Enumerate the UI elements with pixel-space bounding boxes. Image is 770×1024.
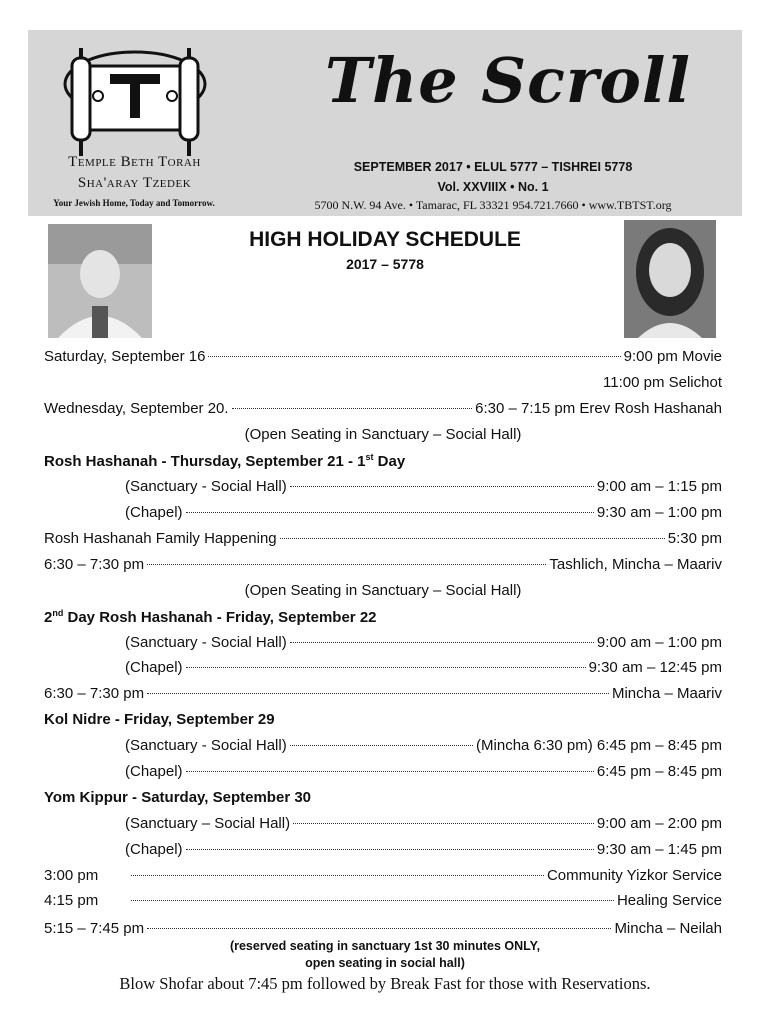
seating-note-line1: (reserved seating in sanctuary 1st 30 minutes ONLY,: [229, 939, 541, 953]
schedule-row: (Sanctuary – Social Hall) 9:00 am – 2:00 pm: [125, 815, 722, 832]
org-name-line1: Temple Beth Torah: [68, 154, 201, 170]
newsletter-title: The Scroll: [325, 44, 691, 117]
schedule-row: (Chapel) 9:30 am – 12:45 pm: [125, 659, 722, 676]
footer-note: Blow Shofar about 7:45 pm followed by Break Fast for those with Reservations.: [119, 974, 651, 993]
schedule-row: Rosh Hashanah Family Happening 5:30 pm: [44, 530, 722, 547]
schedule-row: (Sanctuary - Social Hall) (Mincha 6:30 pm) 6:45 pm – 8:45 pm: [125, 737, 722, 754]
section-heading-second-day: 2nd Day Rosh Hashanah - Friday, September 22: [44, 608, 377, 626]
schedule-row: 5:15 – 7:45 pm Mincha – Neilah: [44, 920, 722, 937]
schedule-row: (Chapel) 9:30 am – 1:00 pm: [125, 504, 722, 521]
section-heading-kol-nidre: Kol Nidre - Friday, September 29: [44, 711, 275, 728]
schedule-note: (Open Seating in Sanctuary – Social Hall): [244, 426, 522, 443]
schedule-row: 6:30 – 7:30 pm Tashlich, Mincha – Maariv: [44, 556, 722, 573]
schedule-title: HIGH HOLIDAY SCHEDULE: [249, 228, 521, 251]
schedule-note: (Open Seating in Sanctuary – Social Hall): [244, 582, 522, 599]
schedule-row: Wednesday, September 20. 6:30 – 7:15 pm Erev Rosh Hashanah: [44, 400, 722, 417]
schedule-row: (Chapel) 6:45 pm – 8:45 pm: [125, 763, 722, 780]
schedule-row: (Chapel) 9:30 am – 1:45 pm: [125, 841, 722, 858]
cantor-photo: [624, 220, 716, 338]
section-heading-rosh-hashanah: Rosh Hashanah - Thursday, September 21 - 1st Day: [44, 452, 406, 470]
schedule-row: Saturday, September 16 9:00 pm Movie: [44, 348, 722, 365]
schedule-row: 11:00 pm Selichot: [603, 374, 722, 391]
torah-scroll-logo: [50, 44, 220, 160]
seating-note-line2: open seating in social hall): [305, 956, 465, 970]
section-heading-yom-kippur: Yom Kippur - Saturday, September 30: [44, 789, 312, 806]
schedule-row: (Sanctuary - Social Hall) 9:00 am – 1:15 pm: [125, 478, 722, 495]
rabbi-photo: [48, 224, 152, 338]
org-name-line2: Sha'aray Tzedek: [77, 175, 192, 191]
schedule-row: 6:30 – 7:30 pm Mincha – Maariv: [44, 685, 722, 702]
schedule-row: (Sanctuary - Social Hall) 9:00 am – 1:00 pm: [125, 634, 722, 651]
masthead: [28, 30, 742, 216]
schedule-row: 4:15 pm Healing Service: [44, 892, 722, 909]
address-line: 5700 N.W. 94 Ave. • Tamarac, FL 33321 954.721.7660 • www.TBTST.org: [314, 198, 672, 212]
tagline: Your Jewish Home, Today and Tomorrow.: [53, 198, 215, 208]
schedule-row: 3:00 pm Community Yizkor Service: [44, 867, 722, 884]
schedule-subtitle: 2017 – 5778: [346, 256, 424, 272]
volume-number: Vol. XXVIIIX • No. 1: [437, 180, 549, 194]
dateline: SEPTEMBER 2017 • ELUL 5777 – TISHREI 5778: [353, 160, 633, 174]
